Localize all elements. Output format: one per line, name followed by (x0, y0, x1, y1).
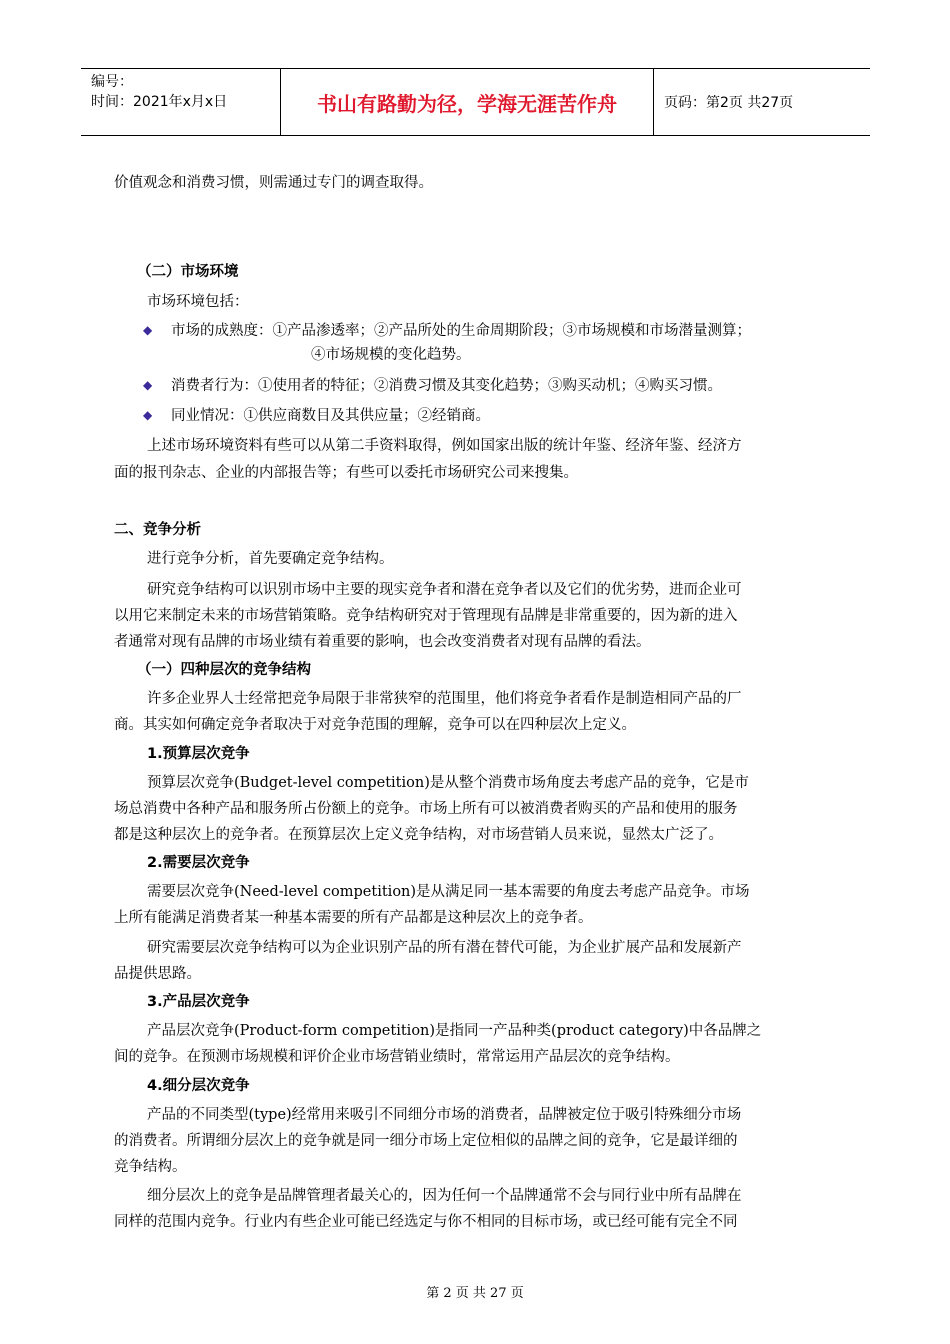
bullet-item-market-maturity: 市场的成熟度：①产品渗透率；②产品所处的生命周期阶段；③市场规模和市场潜量测算； (171, 323, 751, 339)
subsection-heading-four-levels: （一）四种层次的竞争结构 (137, 662, 311, 678)
paragraph-line: 都是这种层次上的竞争者。在预算层次上定义竞争结构，对市场营销人员来说，显然太广泛了。 (114, 827, 723, 843)
diamond-bullet-icon: ◆ (143, 408, 153, 422)
paragraph-line: 上述市场环境资料有些可以从第二手资料取得，例如国家出版的统计年鉴、经济年鉴、经济方 (147, 438, 742, 454)
section-heading-market-environment: （二）市场环境 (137, 264, 239, 280)
paragraph-line: 者通常对现有品牌的市场业绩有着重要的影响，也会改变消费者对现有品牌的看法。 (114, 634, 651, 650)
header-motto: 书山有路勤为径，学海无涯苦作舟 (281, 69, 654, 135)
paragraph-line: 竞争结构。 (114, 1159, 187, 1175)
paragraph-line: 进行竞争分析，首先要确定竞争结构。 (147, 551, 394, 567)
paragraph-line: 面的报刊杂志、企业的内部报告等；有些可以委托市场研究公司来搜集。 (114, 465, 578, 481)
paragraph-line: 上所有能满足消费者某一种基本需要的所有产品都是这种层次上的竞争者。 (114, 910, 593, 926)
paragraph-line: 同样的范围内竞争。行业内有些企业可能已经选定与你不相同的目标市场，或已经可能有完全不同 (114, 1214, 738, 1230)
diamond-bullet-icon: ◆ (143, 378, 153, 392)
paragraph-line: 产品层次竞争(Product-form competition)是指同一产品种类(product category)中各品牌之 (147, 1023, 762, 1039)
bullet-item-industry: 同业情况：①供应商数目及其供应量；②经销商。 (171, 408, 490, 424)
paragraph-line: 间的竞争。在预测市场规模和评价企业市场营销业绩时，常常运用产品层次的竞争结构。 (114, 1049, 680, 1065)
heading-need-level: 2.需要层次竞争 (147, 855, 250, 871)
bullet-item-continuation: ④市场规模的变化趋势。 (311, 347, 471, 363)
diamond-bullet-icon: ◆ (143, 323, 153, 337)
header-page-number: 页码：第2页 共27页 (664, 95, 794, 111)
paragraph-line: 场总消费中各种产品和服务所占份额上的竞争。市场上所有可以被消费者购买的产品和使用的服务 (114, 801, 738, 817)
paragraph-line: 细分层次上的竞争是品牌管理者最关心的，因为任何一个品牌通常不会与同行业中所有品牌在 (147, 1188, 742, 1204)
bullet-item-consumer-behavior: 消费者行为：①使用者的特征；②消费习惯及其变化趋势；③购买动机；④购买习惯。 (171, 378, 722, 394)
date-label: 时间：2021年x月x日 (91, 94, 228, 110)
page-footer: 第 2 页 共 27 页 (426, 1286, 524, 1301)
paragraph-line: 需要层次竞争(Need-level competition)是从满足同一基本需要的角度去考虑产品竞争。市场 (147, 884, 750, 900)
page-header (81, 68, 870, 136)
paragraph-line: 商。其实如何确定竞争者取决于对竞争范围的理解，竞争可以在四种层次上定义。 (114, 717, 636, 733)
header-meta (81, 69, 281, 135)
section-heading-competition-analysis: 二、竞争分析 (114, 522, 201, 538)
paragraph-line: 以用它来制定未来的市场营销策略。竞争结构研究对于管理现有品牌是非常重要的，因为新的进入 (114, 608, 738, 624)
heading-budget-level: 1.预算层次竞争 (147, 746, 250, 762)
code-label: 编号： (91, 74, 133, 90)
paragraph-line: 产品的不同类型(type)经常用来吸引不同细分市场的消费者，品牌被定位于吸引特殊细分市场 (147, 1107, 742, 1123)
paragraph-line: 预算层次竞争(Budget-level competition)是从整个消费市场角度去考虑产品的竞争，它是市 (147, 775, 749, 791)
heading-product-level: 3.产品层次竞争 (147, 994, 250, 1010)
heading-segment-level: 4.细分层次竞争 (147, 1078, 250, 1094)
paragraph-line: 研究需要层次竞争结构可以为企业识别产品的所有潜在替代可能，为企业扩展产品和发展新产 (147, 940, 742, 956)
paragraph-line: 品提供思路。 (114, 966, 201, 982)
paragraph-line: 价值观念和消费习惯，则需通过专门的调查取得。 (114, 175, 433, 191)
paragraph-line: 的消费者。所谓细分层次上的竞争就是同一细分市场上定位相似的品牌之间的竞争，它是最详细的 (114, 1133, 738, 1149)
paragraph-line: 许多企业界人士经常把竞争局限于非常狭窄的范围里，他们将竞争者看作是制造相同产品的厂 (147, 691, 742, 707)
paragraph-line: 研究竞争结构可以识别市场中主要的现实竞争者和潜在竞争者以及它们的优劣势，进而企业可 (147, 582, 742, 598)
paragraph-line: 市场环境包括： (147, 294, 249, 310)
